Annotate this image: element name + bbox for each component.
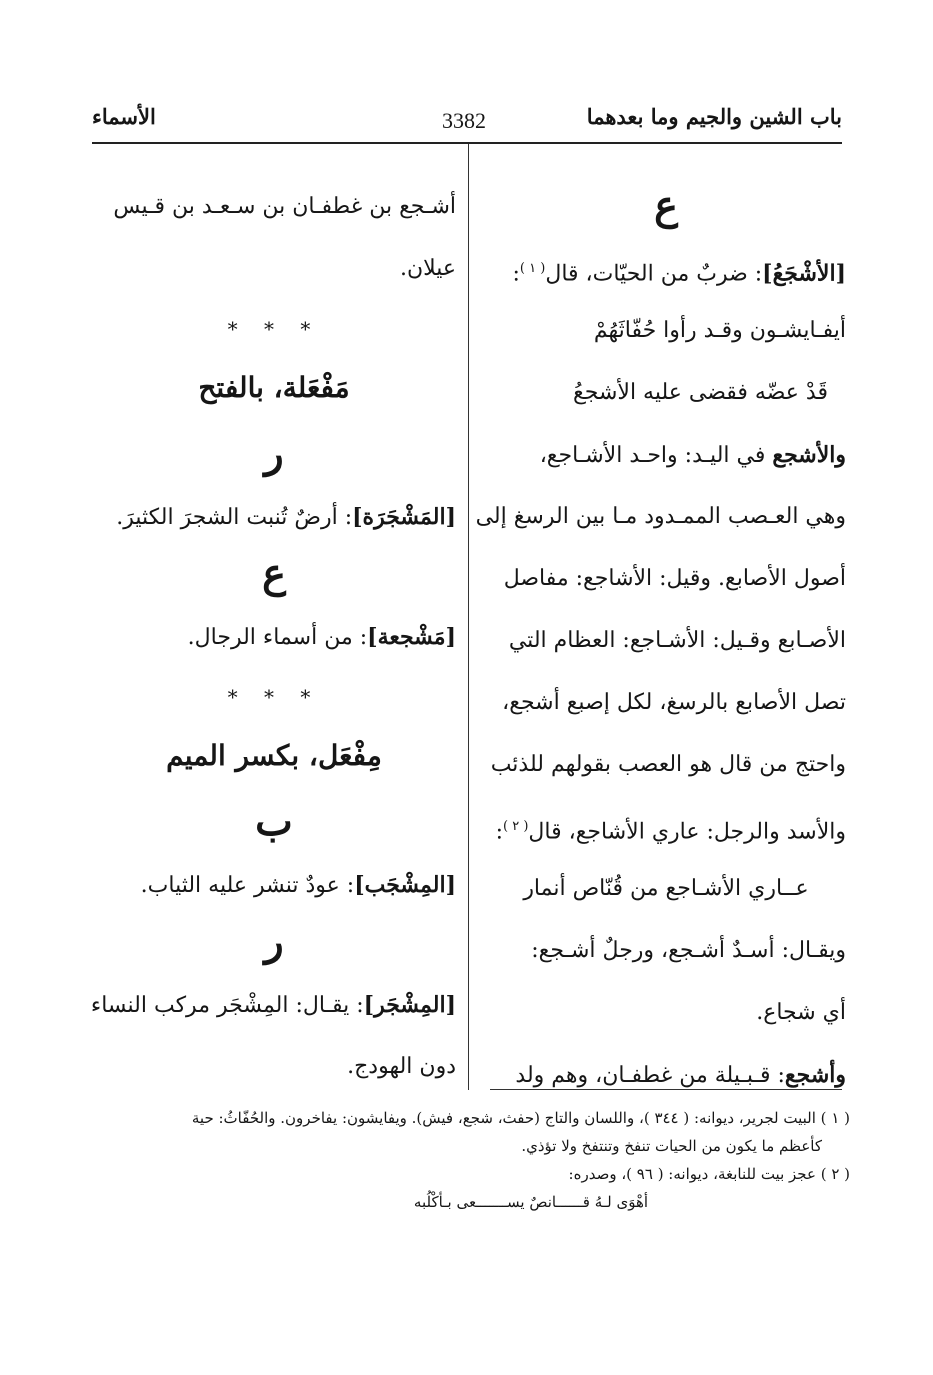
letter-heading-ra: ر	[264, 430, 284, 477]
entry-al-mishjab	[92, 854, 456, 916]
verse-line: قَدْ عضّه فقضى عليه الأشجعُ	[573, 380, 828, 405]
headword: [المِشْجَب]	[354, 872, 456, 898]
column-divider	[468, 144, 469, 1090]
text-line: أشـجع بن غطفـان بن سـعـد بن قـيس	[113, 194, 456, 219]
letter-heading-ain: ع	[262, 550, 286, 597]
section-separator: * * *	[227, 685, 321, 709]
letter-heading-ain: ع	[654, 182, 678, 229]
text-line: واحتج من قال هو العصب بقولهم للذئب	[490, 752, 846, 777]
text-line: تصل الأصابع بالرسغ، لكل إصبع أشجع،	[502, 690, 846, 715]
definition: : أرضٌ تُنبت الشجرَ الكثيرَ.	[116, 505, 353, 530]
entry-al-mashjara	[92, 486, 456, 548]
definition: : يقـال: المِشْجَر مركب النساء	[90, 993, 364, 1018]
letter-heading-ba: ب	[255, 798, 293, 845]
page-header	[92, 104, 842, 144]
footnotes	[92, 1104, 850, 1216]
headword: والأشجع	[772, 442, 846, 468]
definition: : من أسماء الرجال.	[187, 625, 368, 650]
text: والأسد والرجل: عاري الأشاجع، قال	[528, 819, 846, 845]
text-line	[486, 424, 846, 486]
punctuation: :	[512, 261, 520, 287]
header-rule	[92, 142, 842, 144]
definition: : ضربٌ من الحيّات، قال	[545, 261, 763, 287]
headword: وأشجع	[784, 1062, 846, 1088]
text-line: الأصـابع وقـيل: الأشـاجع: العظام التي	[508, 628, 846, 653]
pattern-heading: مِفْعَل، بكسر الميم	[166, 739, 382, 772]
headword: [المَشْجَرَة]	[352, 504, 456, 530]
footnote-ref: ( ٢ )	[503, 819, 529, 834]
text-line: أصول الأصابع. وقيل: الأشاجع: مفاصل	[503, 566, 846, 591]
footnote-2: ( ٢ ) عجز بيت للنابغة، ديوانه: ( ٩٦ )، وصدره:	[568, 1165, 850, 1183]
section-title: باب الشين والجيم وما بعدهما	[586, 104, 842, 129]
text-line: أي شجاع.	[756, 1000, 846, 1025]
punctuation: :	[495, 819, 503, 845]
verse-line: عــاري الأشـاجع من قُنّاص أنمار	[523, 876, 809, 901]
letter-heading-ra: ر	[264, 918, 284, 965]
left-column	[92, 176, 456, 1098]
text-line: وهي العـصب الممـدود مـا بين الرسغ إلى	[475, 504, 846, 529]
footnote-rule	[490, 1089, 842, 1090]
section-separator: * * *	[227, 317, 321, 341]
text-line: عيلان.	[399, 256, 456, 281]
page-number: 3382	[442, 108, 486, 133]
footnote-1-cont: كأعظم ما يكون من الحيات تنفخ وتنتفخ ولا تؤذي.	[521, 1137, 822, 1155]
headword: [مَشْجعة]	[367, 624, 456, 650]
entry-al-ashjaa	[486, 238, 846, 300]
definition: : عودٌ تنشر عليه الثياب.	[140, 873, 355, 898]
verse-line: أيفـايشـون وقـد رأوا حُفّاثَهُمْ	[593, 318, 846, 343]
pattern-heading: مَفْعَلة، بالفتح	[198, 371, 350, 404]
text: : قـبـيلة من غطفـان، وهم ولد	[515, 1063, 785, 1088]
text-line: ويقـال: أسـدٌ أشـجع، ورجلٌ أشـجع:	[531, 938, 846, 963]
footnote-2-verse: أهْوَى لـهُ قــــــانصٌ يســـــــعى بـأكْلُبه	[413, 1193, 649, 1211]
right-column	[475, 180, 846, 1106]
footnote-ref: ( ١ )	[519, 261, 546, 276]
text-line	[486, 796, 846, 858]
entry-al-mishjar	[92, 974, 456, 1036]
text: في اليـد: واحـد الأشـاجع،	[539, 443, 766, 468]
text-line	[486, 1044, 846, 1106]
entry-mashjaa	[92, 606, 456, 668]
footnote-1: ( ١ ) البيت لجرير، ديوانه: ( ٣٤٤ )، واللسان والتاج (حفث، شجع، فيش). ويفايشون: يفاخرون. والحُفّاثُ: حية	[191, 1109, 850, 1127]
headword: [الأشْجَعُ]	[762, 260, 846, 287]
category-label: الأسماء	[92, 104, 156, 129]
headword: [المِشْجَر]	[363, 992, 456, 1018]
text-line: دون الهودج.	[347, 1054, 456, 1079]
